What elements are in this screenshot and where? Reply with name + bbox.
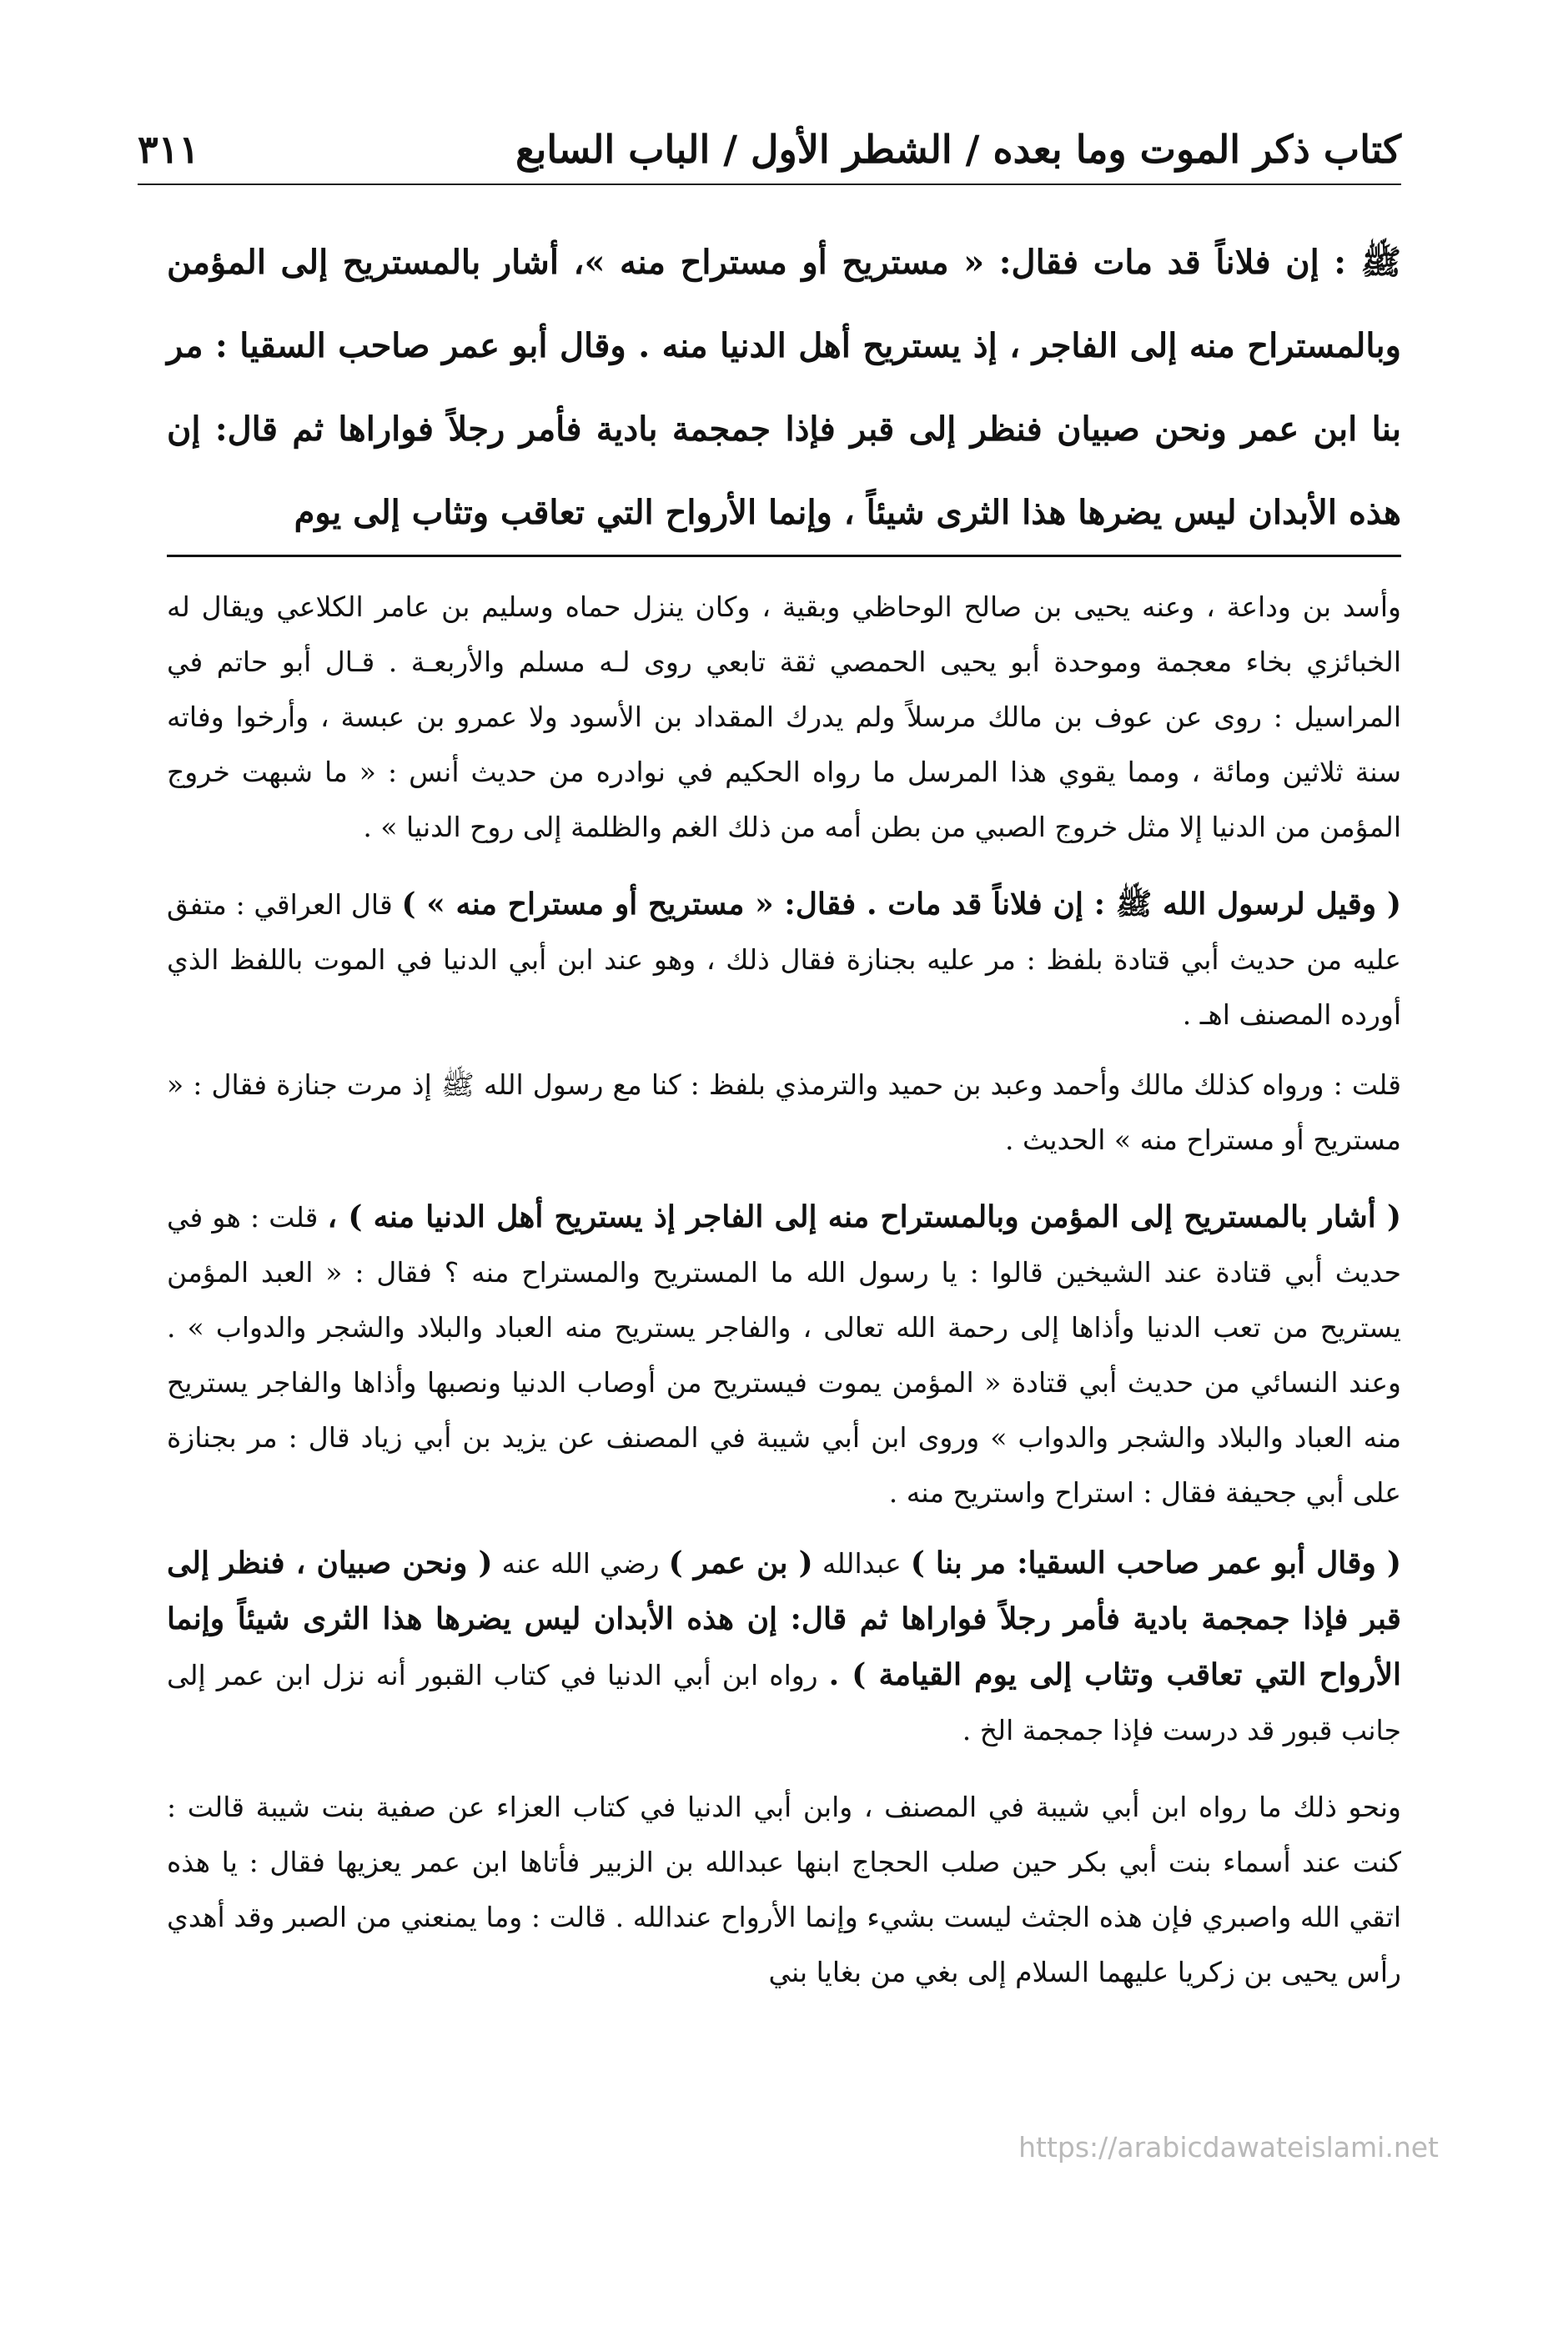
explanation-text: رواه ابن أبي الدنيا في كتاب القبور أنه نزل ابن عمر إلى جانب قبور قد درست فإذا جمجمة الخ .	[167, 1659, 1401, 1746]
explanation-text: رضي الله عنه	[492, 1547, 669, 1580]
explanation-text: قال العراقي : متفق عليه من حديث أبي قتادة بلفظ : مر عليه بجنازة فقال ذلك ، وهو عند ابن أبي الدنيا في الموت باللفظ الذي أورده المصنف اهـ .	[167, 888, 1401, 1031]
quoted-lemma: ( وقال أبو عمر صاحب السقيا: مر بنا )	[910, 1545, 1402, 1581]
watermark-url: https://arabicdawateislami.net	[1018, 2131, 1439, 2164]
explanation-text: عبدالله	[812, 1547, 911, 1580]
commentary-paragraph-6: ونحو ذلك ما رواه ابن أبي شيبة في المصنف ، وابن أبي الدنيا في كتاب العزاء عن صفية بنت شيبة قالت : كنت عند أسماء بنت أبي بكر حين صلب الحجاج ابنها عبدالله بن الزبير فأتاها ابن عمر يعزيها فقال : يا هذه اتقي الله واصبري فإن هذه الجثث ليست بشيء وإنما الأرواح عندالله . قالت : وما يمنعني من الصبر وقد أهدي رأس يحيى بن زكريا عليهما السلام إلى بغي من بغايا بني	[167, 1791, 1402, 1988]
quoted-lemma: ( وقيل لرسول الله ﷺ : إن فلاناً قد مات . فقال: « مستريح أو مستراح منه » )	[401, 887, 1401, 922]
page-number: ٣١١	[138, 127, 200, 172]
quoted-lemma: ( بن عمر )	[668, 1545, 813, 1581]
footnote-separator	[167, 555, 1401, 557]
quoted-lemma: ( أشار بالمستريح إلى المؤمن وبالمستراح منه إلى الفاجر إذ يستريح أهل الدنيا منه ) ،	[327, 1199, 1401, 1234]
running-title: كتاب ذكر الموت وما بعده / الشطر الأول / الباب السابع	[515, 127, 1401, 172]
page-header	[138, 108, 1401, 185]
commentary-paragraph-4	[167, 1189, 1401, 1520]
commentary-paragraph-2	[167, 877, 1401, 1043]
main-text: ﷺ : إن فلاناً قد مات فقال: « مستريح أو مستراح منه »، أشار بالمستريح إلى المؤمن وبالمستراح منه إلى الفاجر ، إذ يستريح أهل الدنيا منه . وقال أبو عمر صاحب السقيا : مر بنا ابن عمر ونحن صبيان فنظر إلى قبر فإذا جمجمة بادية فأمر رجلاً فواراها ثم قال: إن هذه الأبدان ليس يضرها هذا الثرى شيئاً ، وإنما الأرواح التي تعاقب وتثاب إلى يوم	[167, 243, 1401, 532]
commentary-section	[167, 580, 1401, 2015]
explanation-text: قلت : هو في حديث أبي قتادة عند الشيخين قالوا : يا رسول الله ما المستريح والمستراح منه ؟ فقال : « العبد المؤمن يستريح من تعب الدنيا وأذاها إلى رحمة الله تعالى ، والفاجر يستريح منه العباد والبلاد والشجر والدواب » . وعند النسائي من حديث أبي قتادة « المؤمن يموت فيستريح من أوصاب الدنيا ونصبها وأذاها والفاجر يستريح منه العباد والبلاد والشجر والدواب » وروى ابن أبي شيبة في المصنف عن يزيد بن أبي زياد قال : مر بجنازة على أبي جحيفة فقال : استراح واستريح منه .	[167, 1201, 1401, 1509]
commentary-paragraph-1: وأسد بن وداعة ، وعنه يحيى بن صالح الوحاظي وبقية ، وكان ينزل حماه وسليم بن عامر الكلاعي ويقال له الخبائزي بخاء معجمة وموحدة أبو يحيى الحمصي ثقة تابعي روى لـه مسلم والأربعـة . قـال أبو حاتم في المراسيل : روى عن عوف بن مالك مرسلاً ولم يدرك المقداد بن الأسود ولا عمرو بن عبسة ، وأرخوا وفاته سنة ثلاثين ومائة ، ومما يقوي هذا المرسل ما رواه الحكيم في نوادره من حديث أنس : « ما شبهت خروج المؤمن من الدنيا إلا مثل خروج الصبي من بطن أمه من ذلك الغم والظلمة إلى روح الدنيا » .	[167, 591, 1401, 843]
commentary-paragraph-3: قلت : ورواه كذلك مالك وأحمد وعبد بن حميد والترمذي بلفظ : كنا مع رسول الله ﷺ إذ مرت جنازة فقال : « مستريح أو مستراح منه » الحديث .	[167, 1068, 1401, 1156]
quoted-lemma: ( ونحن صبيان ، فنظر إلى قبر فإذا جمجمة بادية فأمر رجلاً فواراها ثم قال: إن هذه الأبدان ليس يضرها هذا الثرى شيئاً وإنما الأرواح التي تعاقب وتثاب إلى يوم القيامة ) .	[167, 1545, 1401, 1692]
commentary-paragraph-5	[167, 1535, 1401, 1758]
